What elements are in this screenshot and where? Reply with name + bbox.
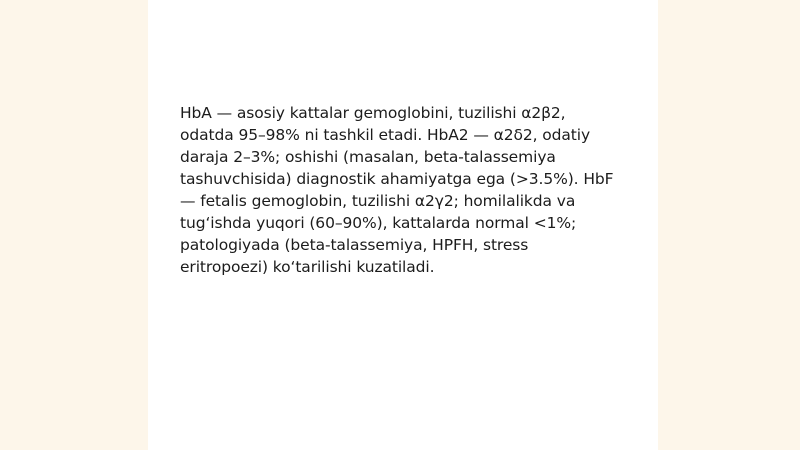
- body-paragraph: HbA — asosiy kattalar gemoglobini, tuzilishi α2β2, odatda 95–98% ni tashkil etadi. HbA2 — α2δ2, odatiy daraja 2–3%; oshishi (masalan, beta-talassemiya tashuvchisida) diagnostik ahamiyatga ega (>3.5%). HbF — fetalis gemoglobin, tuzilishi α2γ2; homilalikda va tug‘ishda yuqori (60–90%), kattalarda normal <1%; patologiyada (beta-talassemiya, HPFH, stress eritropoezi) ko‘tarilishi kuzatiladi.: [180, 104, 614, 276]
- document-page: [148, 0, 658, 450]
